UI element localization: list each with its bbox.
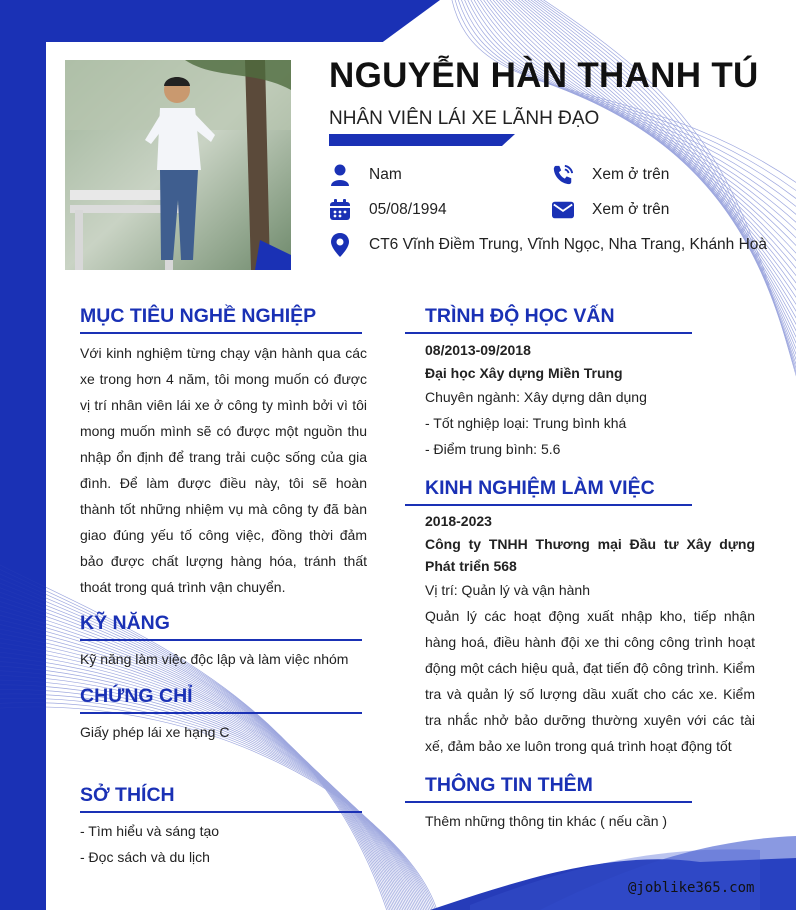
location-pin-icon xyxy=(329,233,351,257)
envelope-icon xyxy=(552,198,574,222)
skills-divider xyxy=(80,639,362,641)
objective-title: MỤC TIÊU NGHỀ NGHIỆP xyxy=(80,305,317,327)
experience-divider xyxy=(405,504,692,506)
contact-address xyxy=(329,233,767,257)
contact-birthdate xyxy=(329,198,447,222)
job-title: NHÂN VIÊN LÁI XE LÃNH ĐẠO xyxy=(329,108,600,129)
objective-divider xyxy=(80,332,362,334)
hobbies-divider xyxy=(80,811,362,813)
skills-title: KỸ NĂNG xyxy=(80,612,170,634)
hobbies-title: SỞ THÍCH xyxy=(80,784,175,806)
hobbies-section xyxy=(80,784,362,813)
education-school: Đại học Xây dựng Miền Trung xyxy=(425,365,623,381)
additional-divider xyxy=(405,801,692,803)
address-value: CT6 Vĩnh Điềm Trung, Vĩnh Ngọc, Nha Trang, Khánh Hoà xyxy=(369,236,768,253)
skills-text: Kỹ năng làm việc độc lập và làm việc nhóm xyxy=(80,651,349,667)
profile-photo xyxy=(65,60,291,270)
wave-line xyxy=(469,0,796,263)
education-gpa: - Điểm trung bình: 5.6 xyxy=(425,441,561,457)
phone-value: Xem ở trên xyxy=(592,166,670,183)
certificates-title: CHỨNG CHỈ xyxy=(80,685,193,707)
wave-line xyxy=(485,0,796,317)
education-content xyxy=(425,338,755,462)
email-value: Xem ở trên xyxy=(592,201,670,218)
experience-description: Quản lý các hoạt động xuất nhập kho, tiếp nhận hàng hoá, điều hành đội xe thi công công trình hoạt động một cách hiệu quả, đạt tiến độ công trình. Kiểm tra và quản lý số lượng dầu xuất cho các xe. Kiểm tra nhắc nhở bảo dưỡng thường xuyên với các tài xế, đảm bảo xe luôn trong quá trình hoạt động tốt xyxy=(425,608,755,754)
certificates-section xyxy=(80,685,362,714)
education-divider xyxy=(405,332,692,334)
education-section xyxy=(405,305,692,334)
phone-icon xyxy=(552,163,574,187)
hobby-item: - Tìm hiểu và sáng tạo xyxy=(80,823,220,839)
education-title: TRÌNH ĐỘ HỌC VẤN xyxy=(425,305,615,327)
skills-section xyxy=(80,612,362,641)
objective-section xyxy=(80,305,362,334)
experience-company: Công ty TNHH Thương mại Đầu tư Xây dựng Phát triển 568 xyxy=(425,536,755,574)
experience-content xyxy=(425,509,755,759)
experience-position: Vị trí: Quản lý và vận hành xyxy=(425,582,590,598)
experience-title: KINH NGHIỆM LÀM VIỆC xyxy=(425,477,655,499)
birthdate-value: 05/08/1994 xyxy=(369,201,447,218)
hobbies-list xyxy=(80,818,367,870)
contact-phone xyxy=(552,163,669,187)
education-grade: - Tốt nghiệp loại: Trung bình khá xyxy=(425,415,627,431)
contact-gender xyxy=(329,163,402,187)
education-major: Chuyên ngành: Xây dựng dân dụng xyxy=(425,389,647,405)
additional-text: Thêm những thông tin khác ( nếu cần ) xyxy=(425,813,668,829)
certificates-divider xyxy=(80,712,362,714)
education-period: 08/2013-09/2018 xyxy=(425,342,531,358)
candidate-name: NGUYỄN HÀN THANH TÚ xyxy=(329,56,759,95)
experience-section xyxy=(405,477,692,506)
experience-period: 2018-2023 xyxy=(425,513,492,529)
contact-email xyxy=(552,198,669,222)
additional-section xyxy=(405,774,692,803)
title-underline-bar xyxy=(329,134,515,146)
objective-text: Với kinh nghiệm từng chạy vận hành qua các xe trong hơn 4 năm, tôi mong muốn có được vị trí nhân viên lái xe ở công ty mình bởi vì tôi mong muốn mình sẽ có được một nguồn thu nhập ổn định để trang trải cuộc sống của gia đình. Để làm được điều này, tôi sẽ hoàn thành tốt những nhiệm vụ mà công ty đã bàn giao đúng yếu tố công việc, đồng thời đảm bảo được chất lượng hàng hóa, tránh thất thoát trong quá trình vận chuyển. xyxy=(80,345,367,595)
additional-title: THÔNG TIN THÊM xyxy=(425,774,593,796)
user-icon xyxy=(329,163,351,187)
gender-value: Nam xyxy=(369,166,402,183)
certificates-text: Giấy phép lái xe hạng C xyxy=(80,724,230,740)
watermark-text: @joblike365.com xyxy=(628,880,755,896)
hobby-item: - Đọc sách và du lịch xyxy=(80,849,210,865)
calendar-icon xyxy=(329,198,351,222)
